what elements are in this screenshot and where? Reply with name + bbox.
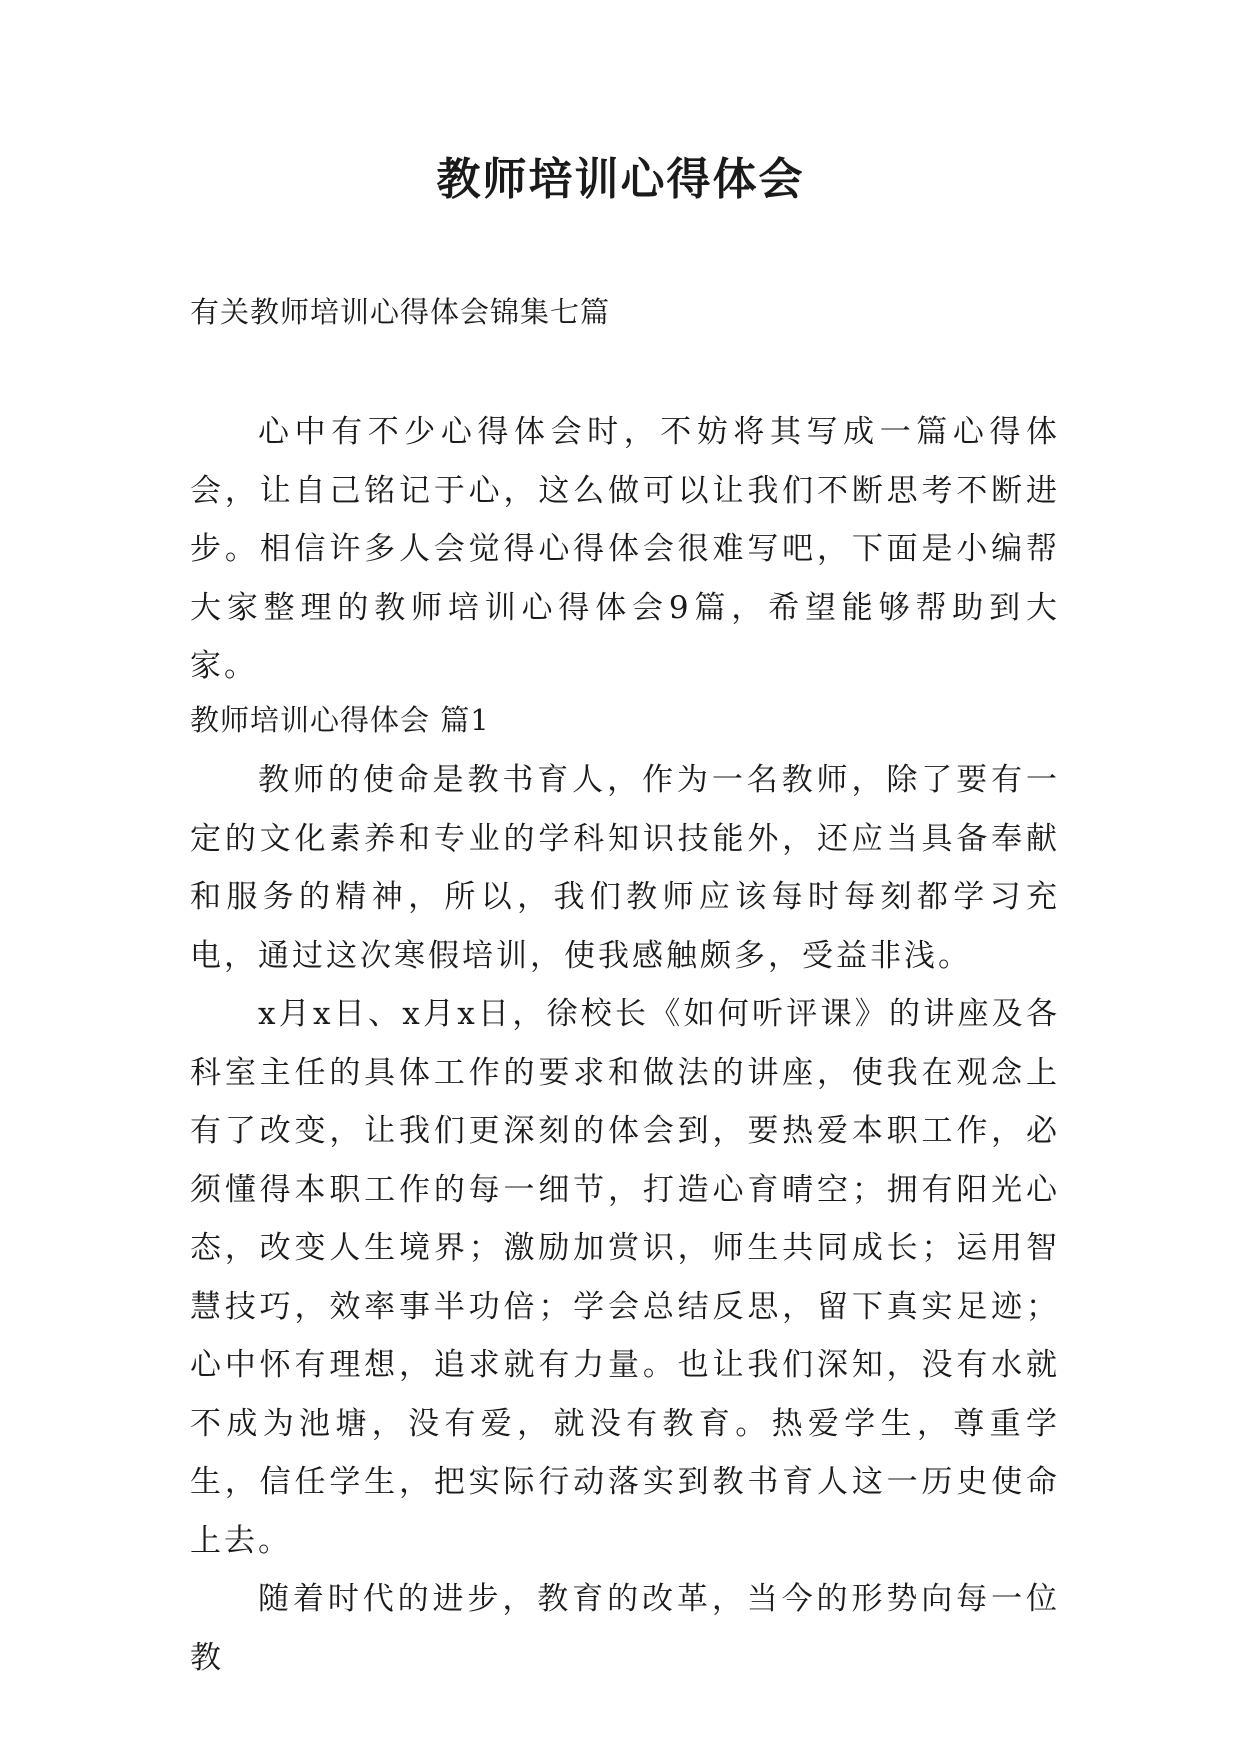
document-title: 教师培训心得体会 bbox=[436, 154, 805, 205]
section-heading: 教师培训心得体会 篇1 bbox=[190, 703, 490, 737]
document-subtitle: 有关教师培训心得体会锦集七篇 bbox=[190, 295, 611, 329]
intro-paragraph: 心中有不少心得体会时，不妨将其写成一篇心得体会，让自己铭记于心，这么做可以让我们不断思考不断进步。相信许多人会觉得心得体会很难写吧，下面是小编帮大家整理的教师培训心得体会9篇，希望能够帮助到大家。 bbox=[190, 414, 1060, 684]
section-paragraph-2: x月x日、x月x日，徐校长《如何听评课》的讲座及各科室主任的具体工作的要求和做法的讲座，使我在观念上有了改变，让我们更深刻的体会到，要热爱本职工作，必须懂得本职工作的每一细节，打造心育晴空；拥有阳光心态，改变人生境界；激励加赏识，师生共同成长；运用智慧技巧，效率事半功倍；学会总结反思，留下真实足迹；心中怀有理想，追求就有力量。也让我们深知，没有水就不成为池塘，没有爱，就没有教育。热爱学生，尊重学生，信任学生，把实际行动落实到教书育人这一历史使命上去。 bbox=[190, 996, 1060, 1559]
section-paragraph-3: 随着时代的进步，教育的改革，当今的形势向每一位教 bbox=[190, 1581, 1060, 1676]
section-paragraph-1: 教师的使命是教书育人，作为一名教师，除了要有一定的文化素养和专业的学科知识技能外，还应当具备奉献和服务的精神，所以，我们教师应该每时每刻都学习充电，通过这次寒假培训，使我感触颇多，受益非浅。 bbox=[190, 762, 1060, 974]
section-body bbox=[190, 751, 1060, 1687]
